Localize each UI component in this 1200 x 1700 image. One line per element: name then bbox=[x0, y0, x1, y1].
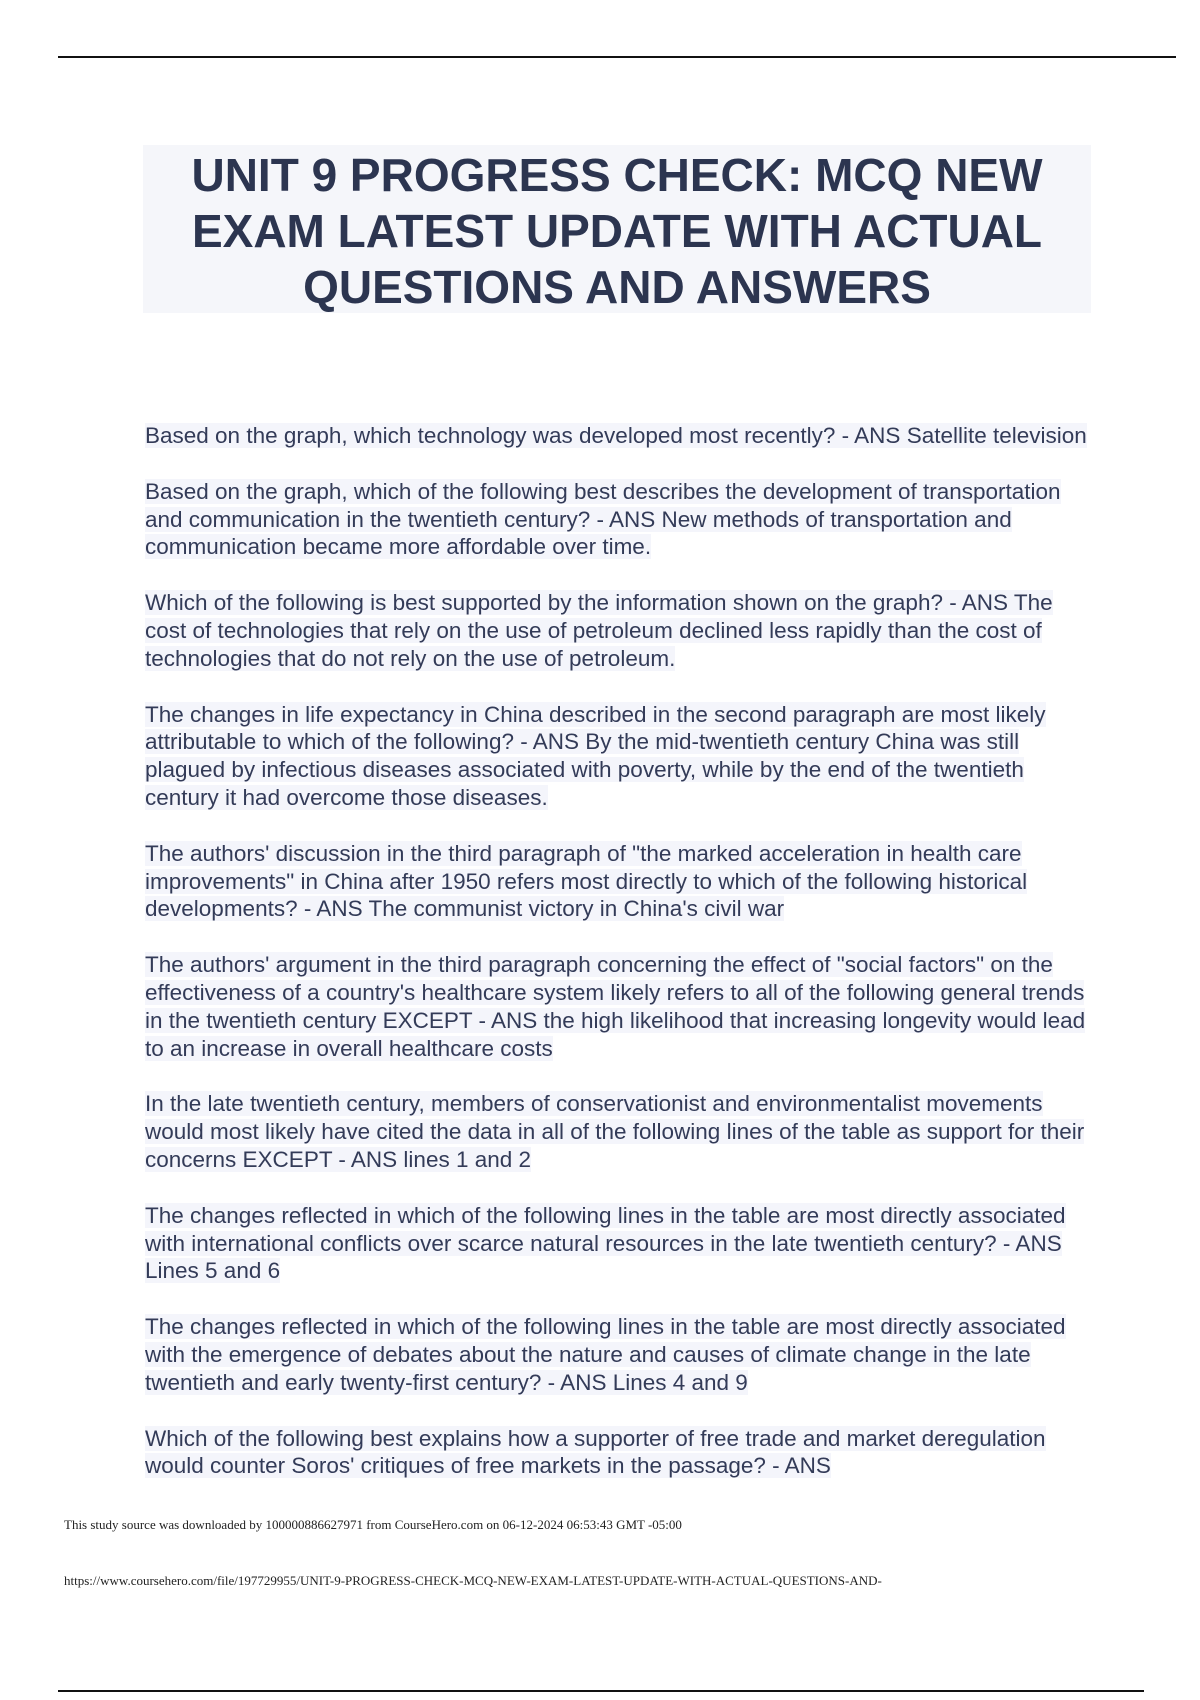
qa-text: The authors' argument in the third paragraph concerning the effect of "social factors" on the effectiveness of a country's healthcare system likely refers to all of the following general trends in the twentieth century EXCEPT - ANS the high likelihood that increasing longevity would lead to an increase in overall healthcare costs bbox=[145, 952, 1086, 1061]
qa-item bbox=[145, 701, 1095, 812]
qa-text: The changes reflected in which of the following lines in the table are most directly associated with the emergence of debates about the nature and causes of climate change in the late twentieth and early twenty-first century? - ANS Lines 4 and 9 bbox=[145, 1314, 1066, 1395]
qa-text: Based on the graph, which technology was developed most recently? - ANS Satellite television bbox=[145, 423, 1087, 448]
qa-item bbox=[145, 1202, 1095, 1285]
download-source-note: This study source was downloaded by 100000886627971 from CourseHero.com on 06-12-2024 06:53:43 GMT -05:00 bbox=[64, 1517, 682, 1532]
qa-item bbox=[145, 840, 1095, 923]
qa-text: Which of the following best explains how a supporter of free trade and market deregulation would counter Soros' critiques of free markets in the passage? - ANS bbox=[145, 1425, 1046, 1479]
document-title: UNIT 9 PROGRESS CHECK: MCQ NEW EXAM LATEST UPDATE WITH ACTUAL QUESTIONS AND ANSWERS bbox=[191, 149, 1043, 313]
qa-list bbox=[145, 422, 1095, 1508]
qa-text: Based on the graph, which of the following best describes the development of transportation and communication in the twentieth century? - ANS New methods of transportation and communication became more affordable over time. bbox=[145, 478, 1061, 560]
bottom-rule bbox=[58, 1690, 1144, 1692]
qa-text: The changes in life expectancy in China described in the second paragraph are most likely attributable to which of the following? - ANS By the mid-twentieth century China was still plagued by infectious diseases associated with poverty, while by the end of the twentieth century it had overcome those diseases. bbox=[145, 701, 1046, 810]
qa-text: In the late twentieth century, members of conservationist and environmentalist movements would most likely have cited the data in all of the following lines of the table as support for their concerns EXCEPT - ANS lines 1 and 2 bbox=[145, 1091, 1085, 1172]
source-url[interactable]: https://www.coursehero.com/file/197729955/UNIT-9-PROGRESS-CHECK-MCQ-NEW-EXAM-LATEST-UPDATE-WITH-ACTUAL-QUESTIONS-AND- bbox=[64, 1573, 882, 1588]
qa-item bbox=[145, 1313, 1095, 1396]
qa-item bbox=[145, 1090, 1095, 1173]
qa-text: Which of the following is best supported by the information shown on the graph? - ANS The cost of technologies that rely on the use of petroleum declined less rapidly than the cost of technologies that do not rely on the use of petroleum. bbox=[145, 590, 1053, 671]
qa-item bbox=[145, 951, 1095, 1062]
qa-item bbox=[145, 478, 1095, 561]
qa-item bbox=[145, 422, 1095, 450]
top-rule bbox=[58, 56, 1176, 58]
qa-text: The changes reflected in which of the following lines in the table are most directly associated with international conflicts over scarce natural resources in the late twentieth century? - ANS Lines 5 and 6 bbox=[145, 1202, 1066, 1284]
title-box bbox=[143, 145, 1091, 313]
qa-item bbox=[145, 589, 1095, 672]
qa-item bbox=[145, 1425, 1095, 1481]
qa-text: The authors' discussion in the third paragraph of "the marked acceleration in health care improvements" in China after 1950 refers most directly to which of the following historical developments? - ANS The communist victory in China's civil war bbox=[145, 840, 1028, 922]
